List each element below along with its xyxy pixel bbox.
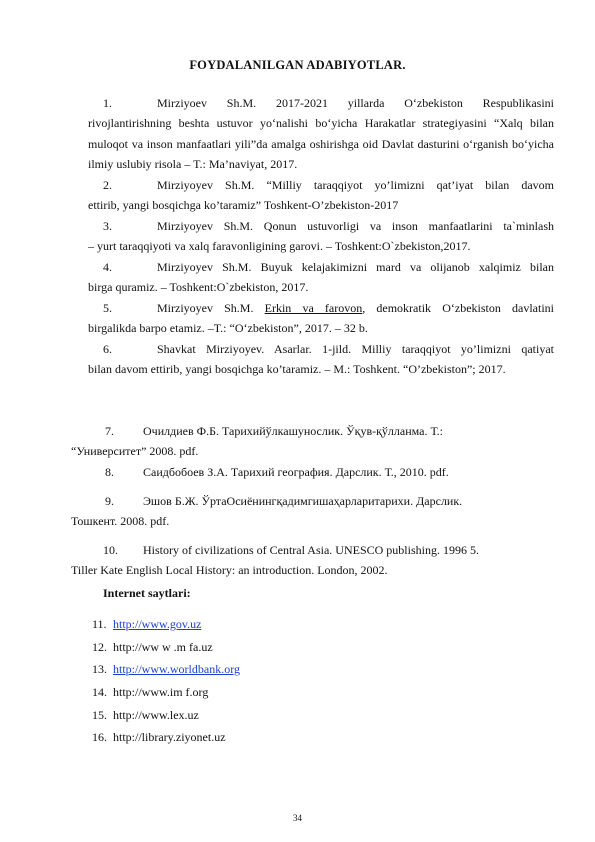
reference-author: Mirziyoyev Sh.M. bbox=[157, 301, 254, 315]
reference-text-continued: ettirib, yangi bosqichga ko’taramiz” Toshkent-O’zbekiston-2017 bbox=[88, 198, 399, 213]
site-text-imf: http://www.im f.org bbox=[113, 685, 209, 699]
reference-text-line: Mirziyoev Sh.M. 2017-2021 yillarda O‘zbekiston Respublikasini bbox=[157, 96, 554, 110]
site-number: 13. bbox=[92, 662, 107, 676]
reference-text-line: Очилдиев Ф.Б. Тарихийўлкашунослик. Ўқув-қўлланма. Т.: bbox=[143, 424, 443, 438]
reference-number: 2. bbox=[103, 178, 112, 192]
site-link-worldbank[interactable]: http://www.worldbank.org bbox=[113, 662, 240, 676]
site-number: 16. bbox=[92, 730, 107, 744]
reference-item-7 bbox=[71, 421, 554, 462]
reference-title-link[interactable]: Erkin va farovon bbox=[264, 301, 363, 315]
reference-text-continued: birga quramiz. – Toshkent:O`zbekiston, 2017. bbox=[88, 280, 309, 295]
reference-item-2 bbox=[88, 175, 554, 216]
reference-item-8 bbox=[105, 462, 554, 483]
reference-item-3 bbox=[88, 216, 554, 257]
site-number: 12. bbox=[92, 640, 107, 654]
reference-text-line: Саидбобоев З.А. Тарихий география. Дарслик. Т., 2010. pdf. bbox=[143, 465, 449, 479]
site-number: 14. bbox=[92, 685, 107, 699]
reference-number: 10. bbox=[103, 543, 118, 557]
page-number: 34 bbox=[293, 813, 302, 823]
reference-item-4 bbox=[88, 257, 554, 298]
site-number: 11. bbox=[92, 617, 107, 631]
reference-number: 5. bbox=[103, 301, 112, 315]
site-link-gov[interactable]: http://www.gov.uz bbox=[113, 617, 202, 631]
site-item bbox=[92, 640, 213, 655]
reference-text-line: Эшов Б.Ж. ЎртаОсиёнингқадимгишаҳарларитарихи. Дарслик. bbox=[143, 494, 463, 508]
site-item bbox=[92, 685, 208, 700]
reference-text-line: Shavkat Mirziyoyev. Asarlar. 1-jild. Milliy taraqqiyot yo’limizni qatiyat bbox=[157, 342, 554, 356]
reference-text-continued: bilan davom ettirib, yangi bosqichga ko’taramiz. – M.: Toshkent. “O’zbekiston”; 2017. bbox=[88, 362, 506, 377]
reference-number: 9. bbox=[105, 494, 114, 508]
internet-sites-heading: Internet saytlari: bbox=[103, 586, 191, 600]
reference-text-continued: birgalikda barpo etamiz. –T.: “O‘zbekiston”, 2017. – 32 b. bbox=[88, 321, 368, 336]
reference-text-line: Mirziyoyev Sh.M. Buyuk kelajakimizni mard va olijanob xalqimiz bilan bbox=[157, 260, 554, 274]
reference-text-continued: Tiller Kate English Local History: an introduction. London, 2002. bbox=[71, 563, 388, 578]
site-number: 15. bbox=[92, 708, 107, 722]
reference-number: 1. bbox=[103, 96, 112, 110]
reference-title-rest: , demokratik O‘zbekiston davlatini bbox=[362, 301, 554, 315]
site-item bbox=[92, 617, 201, 632]
site-item bbox=[92, 730, 226, 745]
reference-item-1 bbox=[88, 93, 554, 175]
reference-text-line: Mirziyoyev Sh.M. Qonun ustuvorligi va inson manfaatlarini ta`minlash bbox=[157, 219, 554, 233]
reference-item-5 bbox=[88, 298, 554, 339]
reference-item-9 bbox=[71, 491, 554, 532]
reference-text-continued: rivojlantirishning beshta ustuvor yo‘nalishi bo‘yicha Harakatlar strategiyasini “Xalq bilan muloqot va inson manfaatlari yili”da amalga oshirishga oid Davlat dasturini o‘rganish bo‘yicha ilmiy uslubiy risola – T.: Ma’naviyat, 2017. bbox=[88, 116, 554, 172]
reference-text-continued: “Университет” 2008. pdf. bbox=[71, 444, 199, 459]
site-item bbox=[92, 708, 199, 723]
reference-text-line bbox=[157, 298, 554, 318]
reference-number: 8. bbox=[105, 465, 114, 479]
reference-text-line: History of civilizations of Central Asia. UNESCO publishing. 1996 5. bbox=[143, 543, 479, 557]
reference-item-10 bbox=[71, 540, 554, 581]
reference-text-continued: Тошкент. 2008. pdf. bbox=[71, 514, 170, 529]
reference-number: 7. bbox=[105, 424, 114, 438]
reference-number: 4. bbox=[103, 260, 112, 274]
site-text-lex: http://www.lex.uz bbox=[113, 708, 199, 722]
reference-item-6 bbox=[88, 339, 554, 401]
reference-text-continued: – yurt taraqqiyoti va xalq faravonligining garovi. – Toshkent:O`zbekiston,2017. bbox=[88, 239, 471, 254]
reference-number: 6. bbox=[103, 342, 112, 356]
reference-text-line: Mirziyoyev Sh.M. “Milliy taraqqiyot yo’limizni qat’iyat bilan davom bbox=[157, 178, 554, 192]
site-item bbox=[92, 662, 240, 677]
reference-number: 3. bbox=[103, 219, 112, 233]
site-text-mfa: http://ww w .m fa.uz bbox=[113, 640, 213, 654]
page-title: FOYDALANILGAN ADABIYOTLAR. bbox=[189, 58, 406, 72]
site-text-ziyonet: http://library.ziyonet.uz bbox=[113, 730, 226, 744]
